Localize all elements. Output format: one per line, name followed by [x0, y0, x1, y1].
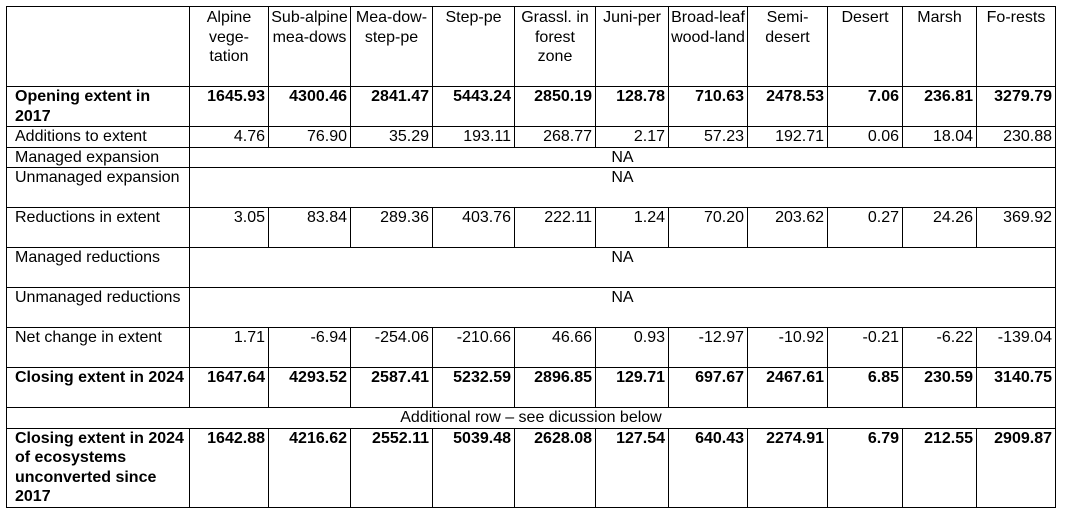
- cell-value: 2896.85: [515, 368, 596, 408]
- cell-value: 57.23: [669, 127, 748, 148]
- row-label: Unmanaged expansion: [7, 168, 190, 208]
- cell-value: -12.97: [669, 328, 748, 368]
- cell-value: 83.84: [269, 208, 351, 248]
- col-header: Grassl. in forest zone: [515, 7, 596, 87]
- col-header: Fo-rests: [977, 7, 1056, 87]
- cell-value: 289.36: [351, 208, 433, 248]
- cell-value: 2841.47: [351, 87, 433, 127]
- na-cell: NA: [190, 147, 1056, 168]
- cell-value: 0.06: [828, 127, 903, 148]
- cell-value: 1642.88: [190, 428, 269, 507]
- cell-value: 24.26: [903, 208, 977, 248]
- cell-value: 5443.24: [433, 87, 515, 127]
- row-unmanaged-reductions: [7, 288, 1056, 328]
- cell-value: 70.20: [669, 208, 748, 248]
- cell-value: 403.76: [433, 208, 515, 248]
- row-closing-unconverted: [7, 428, 1056, 507]
- cell-value: 2909.87: [977, 428, 1056, 507]
- col-header: Alpine vege-tation: [190, 7, 269, 87]
- cell-value: 212.55: [903, 428, 977, 507]
- cell-value: 230.88: [977, 127, 1056, 148]
- cell-value: -6.22: [903, 328, 977, 368]
- cell-value: 7.06: [828, 87, 903, 127]
- row-label: Closing extent in 2024: [7, 368, 190, 408]
- cell-value: 128.78: [596, 87, 669, 127]
- col-header: Broad-leaf wood-land: [669, 7, 748, 87]
- cell-value: 230.59: [903, 368, 977, 408]
- row-opening-extent: [7, 87, 1056, 127]
- row-managed-reductions: [7, 248, 1056, 288]
- cell-value: 2850.19: [515, 87, 596, 127]
- cell-value: 640.43: [669, 428, 748, 507]
- cell-value: 236.81: [903, 87, 977, 127]
- cell-value: 4293.52: [269, 368, 351, 408]
- col-header: Mea-dow-step-pe: [351, 7, 433, 87]
- row-label: Unmanaged reductions: [7, 288, 190, 328]
- cell-value: 5039.48: [433, 428, 515, 507]
- col-header: Marsh: [903, 7, 977, 87]
- cell-value: 35.29: [351, 127, 433, 148]
- cell-value: 1.24: [596, 208, 669, 248]
- cell-value: 193.11: [433, 127, 515, 148]
- cell-value: -10.92: [748, 328, 828, 368]
- row-managed-expansion: [7, 147, 1056, 168]
- col-header: Desert: [828, 7, 903, 87]
- col-header: Sub-alpine mea-dows: [269, 7, 351, 87]
- na-cell: NA: [190, 248, 1056, 288]
- additional-row-note: Additional row – see dicussion below: [7, 408, 1056, 429]
- cell-value: -139.04: [977, 328, 1056, 368]
- row-additional-note: [7, 408, 1056, 429]
- na-cell: NA: [190, 168, 1056, 208]
- row-label: Net change in extent: [7, 328, 190, 368]
- na-cell: NA: [190, 288, 1056, 328]
- cell-value: 2274.91: [748, 428, 828, 507]
- cell-value: 76.90: [269, 127, 351, 148]
- cell-value: 3.05: [190, 208, 269, 248]
- cell-value: 4300.46: [269, 87, 351, 127]
- row-label: Reductions in extent: [7, 208, 190, 248]
- col-header: Juni-per: [596, 7, 669, 87]
- cell-value: 2.17: [596, 127, 669, 148]
- row-label: Managed expansion: [7, 147, 190, 168]
- cell-value: -210.66: [433, 328, 515, 368]
- col-header: Step-pe: [433, 7, 515, 87]
- cell-value: 129.71: [596, 368, 669, 408]
- cell-value: 203.62: [748, 208, 828, 248]
- cell-value: 0.27: [828, 208, 903, 248]
- col-header: Semi-desert: [748, 7, 828, 87]
- cell-value: 2552.11: [351, 428, 433, 507]
- cell-value: 6.79: [828, 428, 903, 507]
- row-label: Additions to extent: [7, 127, 190, 148]
- cell-value: 3279.79: [977, 87, 1056, 127]
- extent-account-table: [6, 6, 1056, 508]
- cell-value: 18.04: [903, 127, 977, 148]
- cell-value: 268.77: [515, 127, 596, 148]
- row-reductions: [7, 208, 1056, 248]
- cell-value: 710.63: [669, 87, 748, 127]
- row-closing-extent: [7, 368, 1056, 408]
- cell-value: 1647.64: [190, 368, 269, 408]
- cell-value: 369.92: [977, 208, 1056, 248]
- cell-value: 2628.08: [515, 428, 596, 507]
- cell-value: 222.11: [515, 208, 596, 248]
- row-unmanaged-expansion: [7, 168, 1056, 208]
- cell-value: 4.76: [190, 127, 269, 148]
- cell-value: 2478.53: [748, 87, 828, 127]
- row-label: Opening extent in 2017: [7, 87, 190, 127]
- cell-value: 6.85: [828, 368, 903, 408]
- cell-value: 127.54: [596, 428, 669, 507]
- cell-value: 5232.59: [433, 368, 515, 408]
- row-label: Closing extent in 2024 of ecosystems unconverted since 2017: [7, 428, 190, 507]
- header-row: [7, 7, 1056, 87]
- cell-value: 4216.62: [269, 428, 351, 507]
- cell-value: 46.66: [515, 328, 596, 368]
- cell-value: 1.71: [190, 328, 269, 368]
- cell-value: 3140.75: [977, 368, 1056, 408]
- cell-value: 697.67: [669, 368, 748, 408]
- row-additions: [7, 127, 1056, 148]
- header-corner: [7, 7, 190, 87]
- cell-value: -0.21: [828, 328, 903, 368]
- cell-value: 192.71: [748, 127, 828, 148]
- cell-value: -254.06: [351, 328, 433, 368]
- cell-value: -6.94: [269, 328, 351, 368]
- cell-value: 2587.41: [351, 368, 433, 408]
- row-net-change: [7, 328, 1056, 368]
- cell-value: 2467.61: [748, 368, 828, 408]
- cell-value: 0.93: [596, 328, 669, 368]
- cell-value: 1645.93: [190, 87, 269, 127]
- row-label: Managed reductions: [7, 248, 190, 288]
